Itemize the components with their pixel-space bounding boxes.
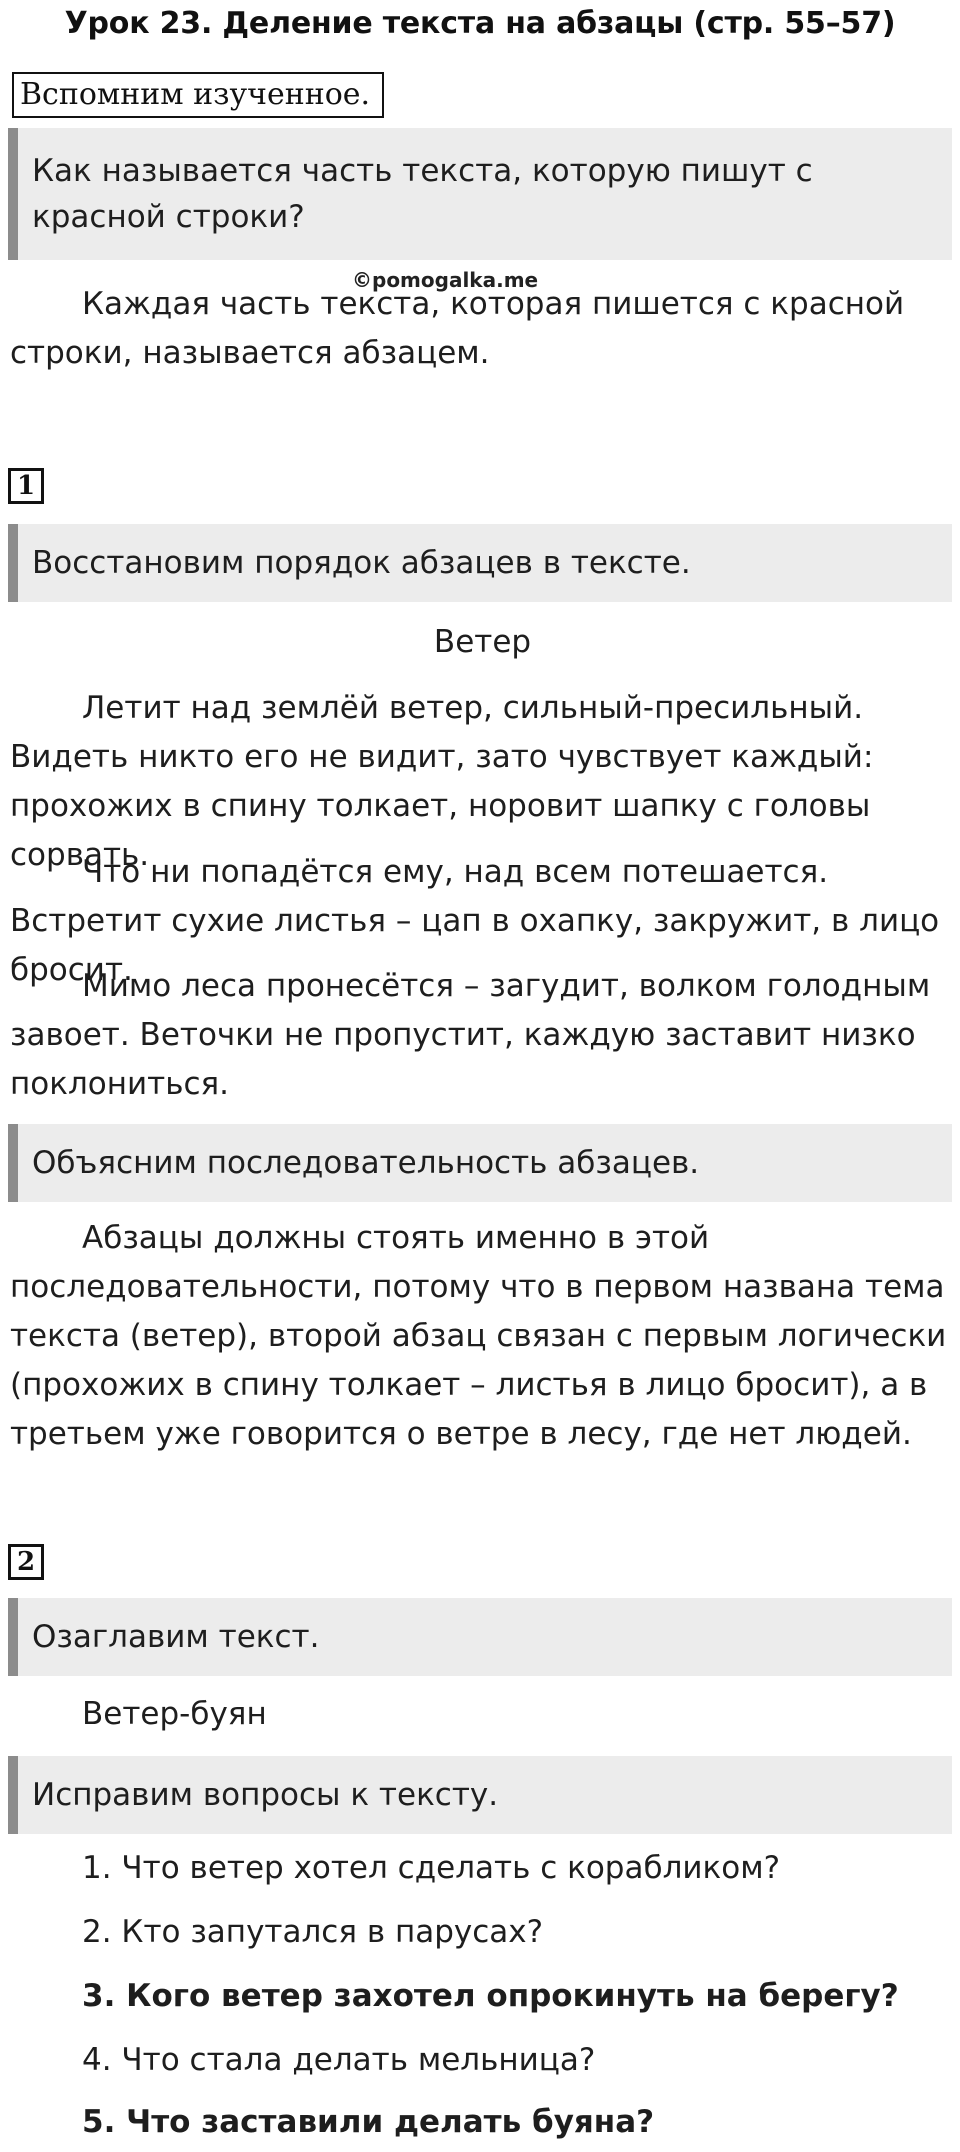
task2-title-box: [8, 1598, 952, 1676]
question-item-3: 3. Кого ветер захотел опрокинуть на берегу?: [82, 1978, 899, 2014]
question-item-4: 4. Что стала делать мельница?: [82, 2042, 596, 2078]
task1-explain-instruction: Объясним последовательность абзацев.: [32, 1145, 700, 1181]
question-item-2: 2. Кто запутался в парусах?: [82, 1914, 544, 1950]
task-number-1: 1: [8, 468, 44, 504]
question-item-5: 5. Что заставили делать буяна?: [82, 2104, 655, 2140]
recall-label: Вспомним изученное.: [12, 72, 384, 118]
story-title: Ветер: [433, 624, 532, 660]
story-paragraph-2: Что ни попадётся ему, над всем потешается. Встретит сухие листья – цап в охапку, закружит, в лицо бросит.: [10, 854, 940, 988]
task2-questions-box: [8, 1756, 952, 1834]
recall-question: Как называется часть текста, которую пишут с красной строки?: [32, 153, 813, 235]
recall-question-box: [8, 128, 952, 260]
watermark: ©pomogalka.me: [352, 268, 539, 292]
task1-instruction-box: [8, 524, 952, 602]
page-title: Урок 23. Деление текста на абзацы (стр. 55–57): [64, 6, 896, 41]
task-number-2: 2: [8, 1544, 44, 1580]
story-paragraph-3: Мимо леса пронесётся – загудит, волком голодным завоет. Веточки не пропустит, каждую заставит низко поклониться.: [10, 968, 931, 1102]
task2-questions-instruction: Исправим вопросы к тексту.: [32, 1777, 499, 1813]
task1-explanation: Абзацы должны стоять именно в этой последовательности, потому что в первом названа тема текста (ветер), второй абзац связан с первым логически (прохожих в спину толкает – листья в лицо бросит), а в третьем уже говорится о ветре в лесу, где нет людей.: [10, 1220, 947, 1452]
task1-instruction: Восстановим порядок абзацев в тексте.: [32, 545, 691, 581]
task2-text-title: Ветер-буян: [82, 1696, 267, 1732]
question-item-1: 1. Что ветер хотел сделать с корабликом?: [82, 1850, 781, 1886]
story-paragraph-1: Летит над землёй ветер, сильный-пресильный. Видеть никто его не видит, зато чувствует каждый: прохожих в спину толкает, норовит шапку с головы сорвать.: [10, 690, 874, 873]
task1-explain-box: [8, 1124, 952, 1202]
recall-answer: Каждая часть текста, которая пишется с красной строки, называется абзацем.: [10, 286, 905, 371]
task2-title-instruction: Озаглавим текст.: [32, 1619, 320, 1655]
